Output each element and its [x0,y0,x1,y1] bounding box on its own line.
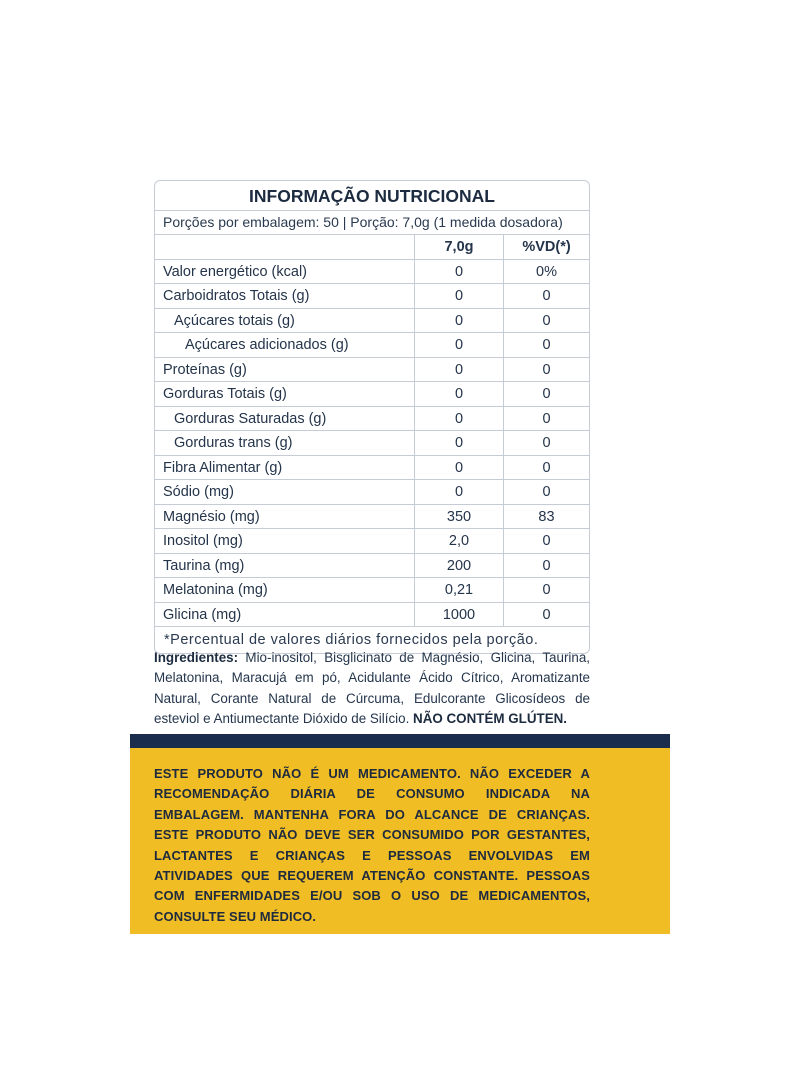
nutrient-amount: 0 [415,333,504,357]
nutrient-vd: 0 [542,459,551,476]
nutrition-title: INFORMAÇÃO NUTRICIONAL [155,181,589,211]
nutrient-name: Gorduras Saturadas (g) [155,407,415,431]
nutrient-name: Proteínas (g) [155,358,415,382]
nutrient-amount: 0 [415,431,504,455]
nutrient-vd: 0 [542,410,551,427]
nutrient-vd: 0 [542,435,551,451]
header-daily-value: %VD(*) [522,239,571,255]
nutrient-name: Valor energético (kcal) [155,260,415,284]
nutrient-vd: 0 [542,337,551,353]
nutrient-amount: 0 [415,284,504,308]
table-row [155,603,589,628]
warning-text: ESTE PRODUTO NÃO É UM MEDICAMENTO. NÃO EXCEDER A RECOMENDAÇÃO DIÁRIA DE CONSUMO INDICADA NA EMBALAGEM. MANTENHA FORA DO ALCANCE DE CRIANÇAS. ESTE PRODUTO NÃO DEVE SER CONSUMIDO POR GESTANTES, LACTANTES E CRIANÇAS E PESSOAS ENVOLVIDAS EM ATIVIDADES QUE REQUEREM ATENÇÃO CONSTANTE. PESSOAS COM ENFERMIDADES E/OU SOB O USO DE MEDICAMENTOS, CONSULTE SEU MÉDICO. [154,766,590,924]
nutrient-vd: 0 [542,288,551,304]
header-amount: 7,0g [415,235,504,259]
nutrient-amount: 1000 [415,603,504,627]
table-row [155,431,589,456]
table-row [155,554,589,579]
table-row [155,358,589,383]
nutrient-name: Magnésio (mg) [155,505,415,529]
table-row [155,407,589,432]
table-row [155,382,589,407]
nutrient-amount: 2,0 [415,529,504,553]
ingredients-paragraph [154,648,590,729]
nutrient-amount: 200 [415,554,504,578]
divider-bar [130,734,670,748]
header-blank-cell [155,235,415,259]
nutrient-amount: 0 [415,456,504,480]
nutrient-name: Sódio (mg) [155,480,415,504]
nutrient-name: Melatonina (mg) [155,578,415,602]
nutrient-name: Açúcares totais (g) [155,309,415,333]
nutrient-amount: 0,21 [415,578,504,602]
table-row [155,309,589,334]
table-row [155,578,589,603]
nutrition-facts-table [154,180,590,654]
nutrient-vd: 0 [542,582,551,598]
nutrient-vd: 0 [542,484,551,500]
table-row [155,284,589,309]
ingredients-label: Ingredientes: [154,650,239,665]
nutrient-vd: 0 [542,312,551,329]
warning-box [130,748,670,934]
nutrient-amount: 350 [415,505,504,529]
table-row [155,260,589,285]
nutrient-vd: 0 [542,557,551,574]
nutrient-vd: 0 [542,606,551,623]
nutrient-name: Inositol (mg) [155,529,415,553]
table-header-row [155,235,589,260]
nutrient-name: Taurina (mg) [155,554,415,578]
nutrient-amount: 0 [415,382,504,406]
table-row [155,480,589,505]
nutrient-vd: 83 [538,508,555,525]
table-row [155,456,589,481]
nutrient-vd: 0 [542,533,551,549]
nutrient-amount: 0 [415,309,504,333]
nutrient-vd: 0 [542,386,551,402]
table-row [155,333,589,358]
nutrient-name: Açúcares adicionados (g) [155,333,415,357]
nutrient-vd: 0 [542,361,551,378]
nutrient-name: Glicina (mg) [155,603,415,627]
nutrient-name: Gorduras Totais (g) [155,382,415,406]
nutrient-name: Fibra Alimentar (g) [155,456,415,480]
portion-info: Porções por embalagem: 50 | Porção: 7,0g (1 medida dosadora) [155,211,589,235]
table-row [155,505,589,530]
gluten-notice: NÃO CONTÉM GLÚTEN. [413,710,568,726]
nutrient-amount: 0 [415,358,504,382]
nutrient-name: Gorduras trans (g) [155,431,415,455]
table-row [155,529,589,554]
ingredients-list: Mio-inositol, Bisglicinato de Magnésio, Glicina, Taurina, Melatonina, Maracujá em pó, Acidulante Ácido Cítrico, Aromatizante Natural, Corante Natural de Cúrcuma, Edulcorante Glicosídeos de esteviol e Antiumectante Dióxido de Silício. [154,650,590,726]
nutrient-amount: 0 [415,260,504,284]
nutrient-vd: 0% [536,263,557,280]
nutrient-amount: 0 [415,480,504,504]
nutrient-amount: 0 [415,407,504,431]
nutrient-name: Carboidratos Totais (g) [155,284,415,308]
table-footnote: *Percentual de valores diários fornecidos pela porção. [164,632,539,648]
